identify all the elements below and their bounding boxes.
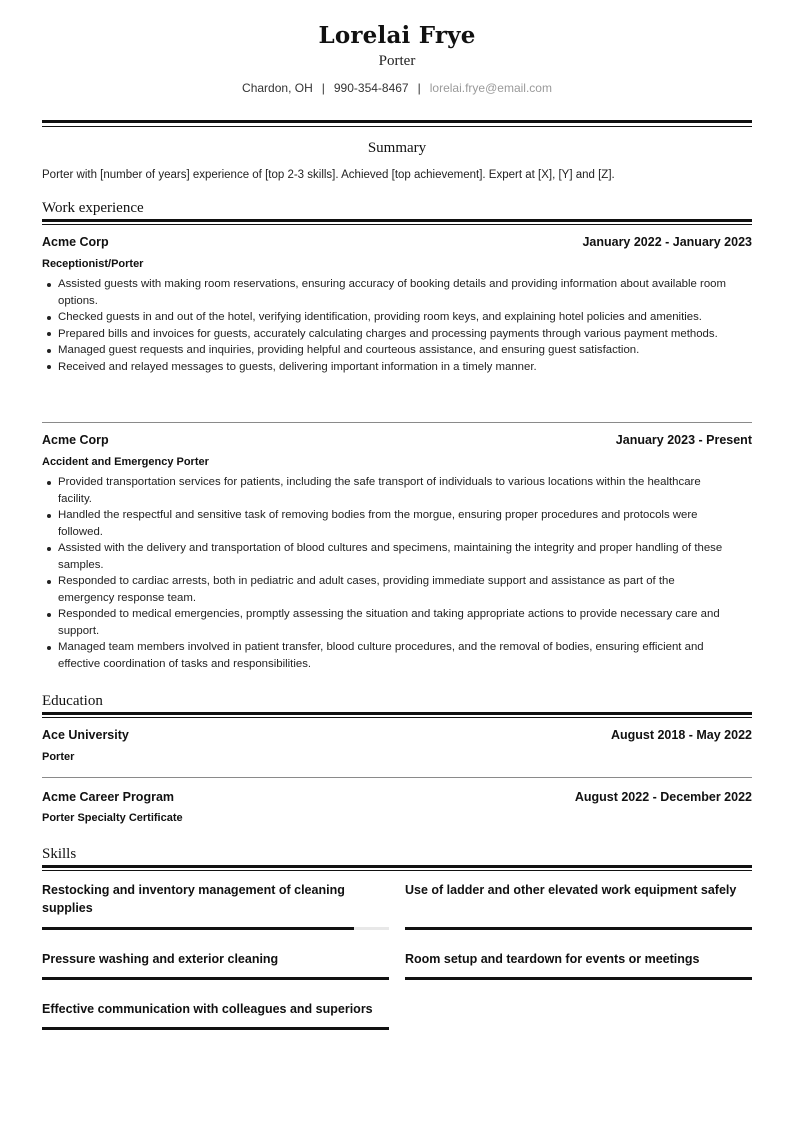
- job-company: Acme Corp: [42, 433, 109, 447]
- education-dates: August 2022 - December 2022: [574, 790, 752, 804]
- job-company: Acme Corp: [42, 235, 109, 249]
- skill-level-bar: [42, 1027, 389, 1030]
- education-header: [42, 728, 752, 742]
- candidate-role: Porter: [378, 53, 416, 69]
- education-school: Ace University: [42, 728, 129, 742]
- skill-name: Use of ladder and other elevated work equipment safely: [405, 883, 737, 897]
- contact-email[interactable]: lorelai.frye@email.com: [429, 81, 552, 95]
- skill-name: Pressure washing and exterior cleaning: [42, 952, 279, 966]
- contact-line: [42, 81, 752, 95]
- skill-level-fill: [405, 977, 752, 980]
- education-dates: August 2018 - May 2022: [610, 728, 752, 742]
- section-divider: [42, 712, 752, 715]
- job-bullets: [42, 474, 732, 672]
- bullet-item: Responded to cardiac arrests, both in pediatric and adult cases, providing immediate support and assistance as part of the emergency response team.: [42, 573, 732, 606]
- bullet-item: Managed guest requests and inquiries, providing helpful and courteous assistance, and ensuring guest satisfaction.: [42, 342, 732, 359]
- job-dates: January 2022 - January 2023: [582, 235, 752, 249]
- contact-phone: 990-354-8467: [333, 81, 409, 95]
- job-title: Receptionist/Porter: [42, 258, 144, 270]
- education-divider: [42, 777, 752, 778]
- section-divider-thin: [42, 717, 752, 718]
- section-divider-thin: [42, 224, 752, 225]
- skill-level-fill: [42, 1027, 389, 1030]
- skill-level-bar: [42, 927, 389, 930]
- job-dates: January 2023 - Present: [615, 433, 752, 447]
- job-header: [42, 433, 752, 447]
- bullet-item: Managed team members involved in patient transfer, blood culture procedures, and the removal of bodies, ensuring efficient and effective coordination of tasks and responsibilities.: [42, 639, 732, 672]
- summary-heading: Summary: [367, 140, 427, 156]
- section-divider: [42, 219, 752, 222]
- contact-separator: |: [417, 81, 421, 95]
- header-divider-thin: [42, 126, 752, 127]
- skill-level-fill: [42, 977, 389, 980]
- bullet-item: Received and relayed messages to guests, delivering important information in a timely manner.: [42, 359, 732, 376]
- skill-name: Restocking and inventory management of cleaning supplies: [42, 883, 345, 915]
- summary-text: Porter with [number of years] experience of [top 2-3 skills]. Achieved [top achievement]. Expert at [X], [Y] and [Z].: [42, 169, 615, 181]
- bullet-item: Provided transportation services for patients, including the safe transport of individuals to various locations within the healthcare facility.: [42, 474, 732, 507]
- education-school: Acme Career Program: [42, 790, 175, 804]
- bullet-item: Prepared bills and invoices for guests, accurately calculating charges and processing payments through various payment methods.: [42, 326, 732, 343]
- header-divider: [42, 120, 752, 123]
- skill-level-bar: [42, 977, 389, 980]
- bullet-item: Handled the respectful and sensitive task of removing bodies from the morgue, ensuring proper procedures and protocols were followed.: [42, 507, 732, 540]
- job-bullets: [42, 276, 732, 375]
- job-header: [42, 235, 752, 249]
- bullet-item: Responded to medical emergencies, promptly assessing the situation and taking appropriate actions to provide necessary care and support.: [42, 606, 732, 639]
- education-header: [42, 790, 752, 804]
- job-divider: [42, 422, 752, 423]
- skill-name: Effective communication with colleagues and superiors: [42, 1002, 373, 1016]
- section-divider: [42, 865, 752, 868]
- skill-level-bar: [405, 977, 752, 980]
- skill-level-fill: [42, 927, 354, 930]
- education-degree: Porter Specialty Certificate: [42, 812, 183, 824]
- bullet-item: Assisted guests with making room reservations, ensuring accuracy of booking details and providing information about available room options.: [42, 276, 732, 309]
- bullet-item: Checked guests in and out of the hotel, verifying identification, providing room keys, and explaining hotel policies and amenities.: [42, 309, 732, 326]
- bullet-item: Assisted with the delivery and transportation of blood cultures and specimens, maintaining the integrity and proper handling of these samples.: [42, 540, 732, 573]
- contact-separator: |: [321, 81, 325, 95]
- education-heading: Education: [42, 693, 103, 709]
- job-title: Accident and Emergency Porter: [42, 456, 209, 468]
- section-divider-thin: [42, 870, 752, 871]
- candidate-name: Lorelai Frye: [318, 22, 476, 49]
- work-experience-heading: Work experience: [42, 200, 144, 216]
- skills-heading: Skills: [42, 846, 77, 862]
- skill-level-fill: [405, 927, 752, 930]
- skill-name: Room setup and teardown for events or meetings: [405, 952, 700, 966]
- contact-location: Chardon, OH: [242, 81, 313, 95]
- skill-level-bar: [405, 927, 752, 930]
- education-degree: Porter: [42, 751, 75, 763]
